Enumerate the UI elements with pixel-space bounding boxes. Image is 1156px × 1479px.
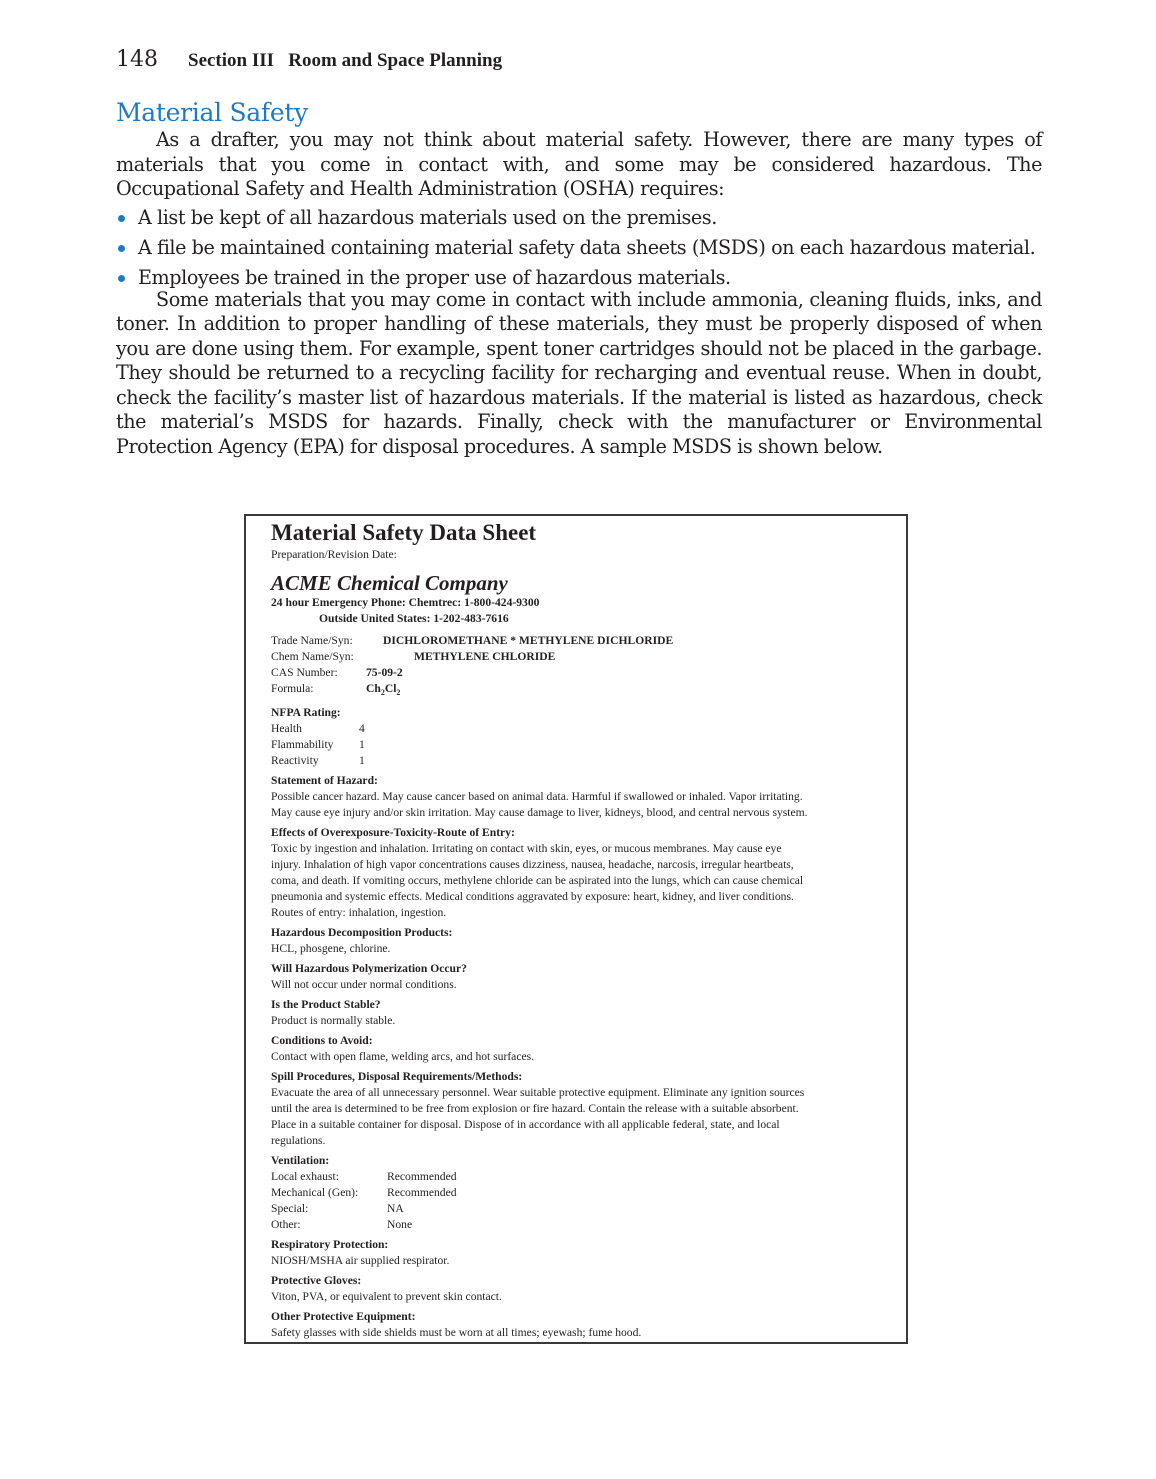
ventilation-row: Mechanical (Gen): Recommended: [271, 1186, 457, 1199]
requirements-list: [116, 206, 1042, 291]
avoid-text: Contact with open flame, welding arcs, and hot surfaces.: [271, 1050, 535, 1063]
running-head: [116, 47, 502, 72]
gloves-heading: Protective Gloves:: [271, 1274, 362, 1287]
avoid-heading: Conditions to Avoid:: [271, 1034, 373, 1047]
effects-text: coma, and death. If vomiting occurs, methylene chloride can be aspirated into the lungs, which can cause chemical: [271, 874, 804, 887]
bullet-icon: [118, 245, 125, 252]
list-item: A list be kept of all hazardous materials used on the premises.: [116, 206, 1042, 231]
prep-date-label: Preparation/Revision Date:: [271, 548, 397, 561]
spill-text: Evacuate the area of all unnecessary personnel. Wear suitable protective equipment. Eliminate any ignition sources: [271, 1086, 805, 1099]
hazard-heading: Statement of Hazard:: [271, 774, 378, 787]
nfpa-row: Reactivity 1: [271, 754, 365, 767]
effects-heading: Effects of Overexposure-Toxicity-Route of Entry:: [271, 826, 515, 839]
other-equipment-text: Safety glasses with side shields must be worn at all times; eyewash; fume hood.: [271, 1326, 642, 1339]
list-item: A file be maintained containing material safety data sheets (MSDS) on each hazardous material.: [116, 236, 1042, 261]
effects-text: Toxic by ingestion and inhalation. Irritating on contact with skin, eyes, or mucous membranes. May cause eye: [271, 842, 782, 855]
stable-text: Product is normally stable.: [271, 1014, 396, 1027]
gloves-text: Viton, PVA, or equivalent to prevent skin contact.: [271, 1290, 502, 1303]
effects-text: Routes of entry: inhalation, ingestion.: [271, 906, 447, 919]
polymerization-text: Will not occur under normal conditions.: [271, 978, 457, 991]
trade-name-row: Trade Name/Syn: DICHLOROMETHANE * METHYLENE DICHLORIDE: [271, 634, 674, 647]
emergency-phone: 24 hour Emergency Phone: Chemtrec: 1-800-424-9300: [271, 596, 540, 609]
stable-heading: Is the Product Stable?: [271, 998, 381, 1011]
formula-row: Formula: $Ch_2Cl_2$: [271, 682, 401, 697]
msds-figure: [244, 514, 908, 1344]
section-heading: Material Safety: [116, 98, 308, 127]
spill-text: Place in a suitable container for disposal. Dispose of in accordance with all applicable federal, state, and local: [271, 1118, 780, 1131]
msds-title: Material Safety Data Sheet: [271, 520, 537, 545]
page-number: 148: [116, 47, 158, 72]
spill-heading: Spill Procedures, Disposal Requirements/Methods:: [271, 1070, 523, 1083]
respiratory-text: NIOSH/MSHA air supplied respirator.: [271, 1254, 450, 1267]
ventilation-heading: Ventilation:: [271, 1154, 330, 1167]
respiratory-heading: Respiratory Protection:: [271, 1238, 389, 1251]
intro-paragraph: As a drafter, you may not think about material safety. However, there are many types of materials that you come in contact with, and some may be considered hazardous. The Occupational Safety and Health Administration (OSHA) requires:: [116, 128, 1042, 200]
cas-row: CAS Number: 75-09-2: [271, 666, 403, 679]
nfpa-row: Health 4: [271, 722, 365, 735]
nfpa-heading: NFPA Rating:: [271, 706, 341, 719]
ventilation-row: Local exhaust: Recommended: [271, 1170, 457, 1183]
list-item: Employees be trained in the proper use of hazardous materials.: [116, 266, 1042, 291]
chem-name-row: Chem Name/Syn: METHYLENE CHLORIDE: [271, 650, 556, 663]
company-name: ACME Chemical Company: [271, 571, 508, 595]
polymerization-heading: Will Hazardous Polymerization Occur?: [271, 962, 467, 975]
section-label: Section III Room and Space Planning: [188, 50, 503, 71]
decomposition-text: HCL, phosgene, chlorine.: [271, 942, 391, 955]
spill-text: until the area is determined to be free from explosion or fire hazard. Contain the release with a suitable absorbent.: [271, 1102, 799, 1115]
hazard-text: May cause eye injury and/or skin irritation. May cause damage to liver, kidneys, blood, and central nervous system.: [271, 806, 808, 819]
nfpa-row: Flammability 1: [271, 738, 365, 751]
bullet-icon: [118, 215, 125, 222]
hazard-text: Possible cancer hazard. May cause cancer based on animal data. Harmful if swallowed or inhaled. Vapor irritating.: [271, 790, 803, 803]
ventilation-row: Special: NA: [271, 1202, 404, 1215]
decomposition-heading: Hazardous Decomposition Products:: [271, 926, 453, 939]
ventilation-row: Other: None: [271, 1218, 413, 1231]
effects-text: injury. Inhalation of high vapor concentrations causes dizziness, nausea, headache, narcosis, irregular heartbeats,: [271, 858, 794, 871]
other-equipment-heading: Other Protective Equipment:: [271, 1310, 416, 1323]
outside-us-phone: Outside United States: 1-202-483-7616: [319, 612, 509, 625]
bullet-icon: [118, 275, 125, 282]
effects-text: pneumonia and systemic effects. Medical conditions aggravated by exposure: heart, kidney, and liver conditions.: [271, 890, 794, 903]
body-text: [116, 128, 1042, 459]
spill-text: regulations.: [271, 1134, 326, 1147]
second-paragraph: Some materials that you may come in contact with include ammonia, cleaning fluids, inks, and toner. In addition to proper handling of these materials, they must be properly disposed of when you are done using them. For example, spent toner cartridges should not be placed in the garbage. They should be returned to a recycling facility for recharging and eventual reuse. When in doubt, check the facility’s master list of hazardous materials. If the material is listed as hazardous, check the material’s MSDS for hazards. Finally, check with the manufacturer or Environmental Protection Agency (EPA) for disposal procedures. A sample MSDS is shown below.: [116, 287, 1042, 458]
